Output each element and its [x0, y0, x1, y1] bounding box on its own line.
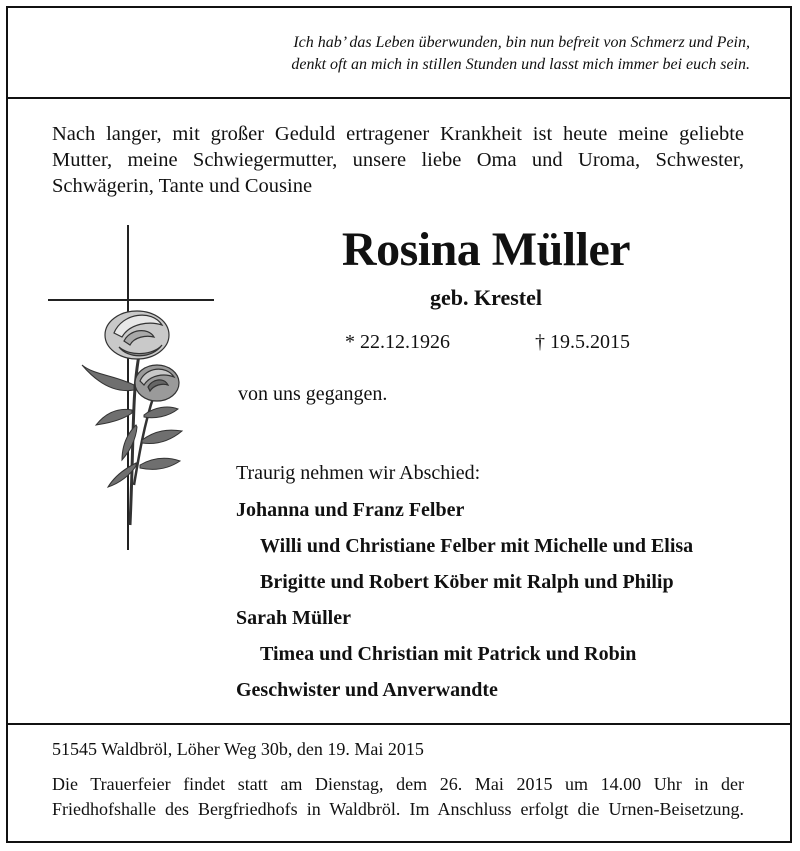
intro-line-3: Schwägerin, Tante und Cousine: [52, 175, 313, 197]
motto-line-2: denkt oft an mich in stillen Stunden und lasst mich immer bei euch sein.: [291, 56, 750, 73]
maiden-name: geb. Krestel: [429, 285, 542, 310]
intro-line-2: Mutter, meine Schwiegermutter, unsere liebe Oma und Uroma, Schwester,: [52, 149, 744, 171]
cross-with-roses-icon: [44, 225, 224, 550]
mourning-intro: Traurig nehmen wir Abschied:: [236, 462, 481, 484]
intro-line-1: Nach langer, mit großer Geduld ertragener Krankheit ist heute meine geliebte: [52, 123, 744, 145]
mourner-line: Johanna und Franz Felber: [236, 499, 465, 521]
mourner-line: Geschwister und Anverwandte: [236, 679, 498, 701]
passed-text: von uns gegangen.: [238, 383, 388, 405]
mourner-line: Sarah Müller: [236, 607, 351, 629]
death-date: † 19.5.2015: [535, 331, 630, 353]
intro-text: [52, 121, 744, 199]
mourner-line: Timea und Christian mit Patrick und Robin: [260, 643, 637, 665]
bottom-divider: [6, 723, 792, 725]
mourner-line: Willi und Christiane Felber mit Michelle und Elisa: [260, 535, 694, 557]
ceremony-line-1: Die Trauerfeier findet statt am Dienstag, dem 26. Mai 2015 um 14.00 Uhr in der: [52, 774, 744, 794]
place-and-date: 51545 Waldbröl, Löher Weg 30b, den 19. Mai 2015: [52, 739, 424, 759]
motto-verse: [291, 32, 750, 76]
ceremony-line-2: Friedhofshalle des Bergfriedhofs in Waldbröl. Im Anschluss erfolgt die Urnen-Beisetzung.: [52, 799, 744, 819]
birth-date: * 22.12.1926: [345, 331, 450, 353]
ceremony-info: [52, 772, 744, 822]
deceased-name: Rosina Müller: [341, 223, 631, 276]
top-divider: [6, 97, 792, 99]
mourner-line: Brigitte und Robert Köber mit Ralph und Philip: [260, 571, 674, 593]
motto-line-1: Ich hab’ das Leben überwunden, bin nun befreit von Schmerz und Pein,: [293, 34, 750, 51]
